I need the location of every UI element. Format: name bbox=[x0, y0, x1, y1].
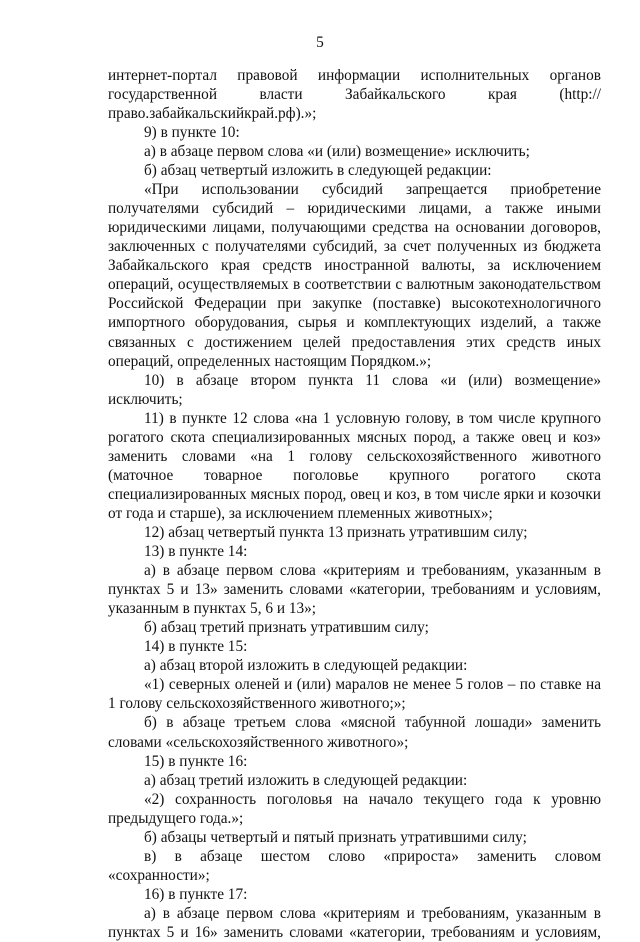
page-number: 5 bbox=[316, 34, 324, 51]
paragraph-12: а) абзац второй изложить в следующей редакции: bbox=[144, 657, 468, 675]
paragraph-19: в) в абзаце шестом слово «прироста» заменить словом «сохранности»; bbox=[108, 847, 601, 884]
paragraph-1: 9) в пункте 10: bbox=[144, 124, 240, 141]
paragraph-8: 13) в пункте 14: bbox=[144, 543, 248, 561]
paragraph-20: 16) в пункте 17: bbox=[144, 885, 248, 903]
paragraph-17: «2) сохранность поголовья на начало текущего года к уровню предыдущего года.»; bbox=[108, 790, 601, 827]
paragraph-3: б) абзац четвертый изложить в следующей редакции: bbox=[144, 162, 492, 180]
paragraph-18: б) абзацы четвертый и пятый признать утратившими силу; bbox=[144, 828, 527, 846]
paragraph-2: а) в абзаце первом слова «и (или) возмещение» исключить; bbox=[144, 143, 530, 161]
paragraph-16: а) абзац третий изложить в следующей редакции: bbox=[144, 771, 468, 789]
paragraph-15: 15) в пункте 16: bbox=[144, 752, 248, 770]
document-body bbox=[108, 66, 601, 942]
paragraph-4: «При использовании субсидий запрещается приобретение получателями субсидий – юридическими лицами, а также иными юридическими лицами, получающими средства на основании договоров, заключенных с получателями субсидий, за счет полученных из бюджета Забайкальского края средств иностранной валюты, за исключением операций, осуществляемых в соответствии с валютным законодательством Российской Федерации при закупке (поставке) высокотехнологичного импортного оборудования, сырья и комплектующих изделий, а также связанных с достижением целей предоставления этих средств иных операций, определенных настоящим Порядком.»; bbox=[108, 181, 601, 370]
paragraph-0: интернет-портал правовой информации исполнительных органов государственной власти Забайкальского края (http://право.забайкальскийкрай.рф).»; bbox=[108, 67, 601, 123]
paragraph-11: 14) в пункте 15: bbox=[144, 638, 248, 656]
paragraph-6: 11) в пункте 12 слова «на 1 условную голову, в том числе крупного рогатого скота специализированных мясных пород, а также овец и коз» заменить словами «на 1 голову сельскохозяйственного животного (маточное товарное поголовье крупного рогатого скота специализированных мясных пород, овец и коз, в том числе ярки и козочки от года и старше), за исключением племенных животных»; bbox=[108, 409, 601, 522]
paragraph-9: а) в абзаце первом слова «критериям и требованиям, указанным в пунктах 5 и 13» заменить словами «категории, требованиям и условиям, указанным в пунктах 5, 6 и 13»; bbox=[108, 562, 601, 618]
paragraph-7: 12) абзац четвертый пункта 13 признать утратившим силу; bbox=[144, 523, 528, 541]
paragraph-13: «1) северных оленей и (или) маралов не менее 5 голов – по ставке на 1 голову сельскохозяйственного животного;»; bbox=[108, 676, 601, 713]
paragraph-14: б) в абзаце третьем слова «мясной табунной лошади» заменить словами «сельскохозяйственного животного»; bbox=[108, 714, 601, 751]
paragraph-10: б) абзац третий признать утратившим силу; bbox=[144, 619, 429, 637]
paragraph-21: а) в абзаце первом слова «критериям и требованиям, указанным в пунктах 5 и 16» заменить словами «категории, требованиям и условиям, bbox=[108, 904, 601, 941]
paragraph-5: 10) в абзаце втором пункта 11 слова «и (или) возмещение» исключить; bbox=[108, 371, 601, 408]
